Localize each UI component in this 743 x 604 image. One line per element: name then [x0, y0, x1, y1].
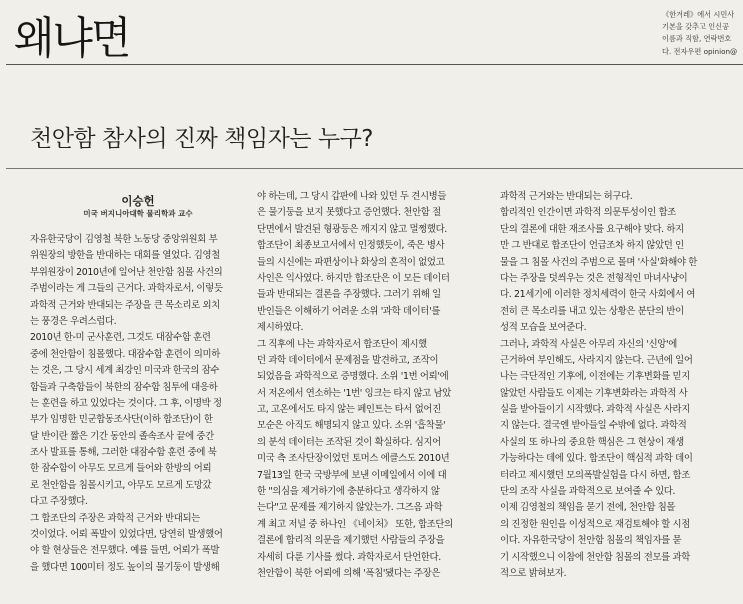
- article-text-line: 서 저온에서 연소하는 '1번' 잉크는 타지 않고 남았: [257, 387, 451, 399]
- article-text-line: 조사 발표를 통해, 그러한 대잠수함 훈련 중에 북: [30, 447, 217, 459]
- article-headline: 천안함 참사의 진짜 책임자는 누구?: [30, 126, 374, 152]
- article-text-line: 과학적 근거와 반대되는 주장을 큰 목소리로 외치: [30, 299, 220, 311]
- article-text-line: 되었음을 과학적으로 증명했다. 소위 '1번 어뢰'에: [257, 371, 449, 383]
- article-text-line: 자유한국당이 김영철 북한 노동당 중앙위원회 부: [30, 234, 218, 245]
- article-text-line: 다는 주장을 덧씌우는 것은 전형적인 마녀사냥이: [500, 272, 688, 284]
- article-text-line: 단면에서 발견된 형광등은 깨지지 않고 멀쩡했다.: [257, 223, 447, 235]
- article-text-line: 사실의 또 하나의 중요한 핵심은 그 현상이 재생: [500, 436, 684, 448]
- article-text-line: 성적 모습을 보여준다.: [500, 322, 587, 334]
- article-column-2: [257, 189, 487, 582]
- article-text-line: 않았던 사람들도 이제는 기후변화라는 과학적 사: [500, 387, 688, 399]
- article-text-line: 들과 반대되는 결론을 주장했다. 그러기 위해 일: [257, 289, 441, 301]
- article-text-line: 것이었다. 어뢰 폭발이 있었다면, 당연히 발생했어: [30, 529, 223, 541]
- article-text-line: 는 훈련을 하고 있었다는 것이다. 그 후, 이명박 정: [30, 397, 222, 409]
- article-text-line: 그러나, 과학적 사실은 아무리 자신의 '신앙'에: [500, 338, 677, 350]
- article-text-line: 는 것은, 그 당시 세계 최강인 미국과 한국의 잠수: [30, 365, 220, 377]
- article-column-1: [30, 232, 246, 576]
- article-text-line: 가능하다는 데에 있다. 합조단이 핵심적 과학 데이: [500, 453, 693, 465]
- article-text-line: 과학적 근거와는 반대되는 허구다.: [500, 191, 633, 202]
- author-affiliation: 미국 버지니아대학 물리학과 교수: [83, 209, 193, 218]
- article-text-line: 물을 그 침몰 사건의 주범으로 몰며 '사실'화해야 한: [500, 256, 697, 268]
- author-name: 이승헌: [121, 194, 155, 208]
- article-text-line: 한 잠수함이 아무도 모르게 들어와 한방의 어뢰: [30, 463, 212, 475]
- article-text-line: 은 물기둥을 보지 못했다고 증언했다. 천안함 절: [257, 207, 441, 219]
- article-text-line: 중에 천안함이 침몰했다. 대잠수함 훈련이 의미하: [30, 348, 220, 360]
- masthead-title: 왜냐면: [14, 13, 130, 64]
- notice-line: 이름과 직함, 연락번호: [662, 34, 732, 44]
- article-text-line: 미국 측 조사단장이었던 토머스 에클스도 2010년: [257, 453, 450, 465]
- article-text-line: 자세히 다룬 기사를 썼다. 과학자로서 단언한다.: [257, 551, 441, 563]
- article-text-line: 천안함이 북한 어뢰에 의해 '폭침'됐다는 주장은: [257, 567, 441, 579]
- article-text-line: 계 최고 저널 중 하나인 《네이처》 또한, 합조단의: [257, 518, 453, 530]
- article-text-line: 는다"고 문제를 제기하지 않았는가. 그즈음 과학: [257, 502, 443, 514]
- article-text-line: 터라고 제시했던 모의폭발실험을 다시 하면, 합조: [500, 469, 690, 481]
- article-text-line: 단의 조작 사실을 과학적으로 보여줄 수 있다.: [500, 486, 676, 498]
- article-text-line: 달 반이란 짧은 기간 동안의 졸속조사 끝에 중간: [30, 430, 214, 442]
- article-text-line: 사인은 익사였다. 하지만 합조단은 이 모든 데이터: [257, 272, 450, 284]
- byline: [30, 194, 246, 219]
- article-text-line: 다. 21세기에 이러한 정치세력이 한국 사회에서 여: [500, 289, 696, 301]
- article-column-3: [500, 189, 730, 582]
- notice-line: 다. 전자우편 opinion@: [662, 46, 738, 56]
- article-text-line: 던 과학 데이터에서 문제점을 발견하고, 조작이: [257, 354, 439, 366]
- article-text-line: 이제 김영철의 책임을 묻기 전에, 천안함 침몰: [500, 502, 676, 514]
- article-text-line: 기 시작했으니 이참에 천안함 침몰의 전모를 과학: [500, 551, 690, 563]
- article-text-line: 단의 결론에 대한 재조사를 요구해야 맞다. 하지: [500, 223, 684, 235]
- article-text-line: 지 않는다. 결국엔 받아들일 수밖에 없다. 과학적: [500, 420, 687, 432]
- article-text-line: 의 분석 데이터는 조작된 것이 확실하다. 심지어: [257, 436, 441, 448]
- article-text-line: 들의 시신에는 파편상이나 화상의 흔적이 없었고: [257, 256, 445, 268]
- article-text-line: 고, 고온에서도 타지 않는 페인트는 타서 없어진: [257, 404, 441, 416]
- article-text-line: 위원장의 방한을 반대하는 대회를 열었다. 김영철: [30, 250, 220, 262]
- article-text-line: 을 했다면 100미터 정도 높이의 물기둥이 발생해: [30, 561, 220, 573]
- article-text-line: 의 진정한 원인을 이성적으로 재검토해야 할 시점: [500, 518, 690, 530]
- article-text-line: 함들과 구축함들이 북한의 잠수함 침투에 대응하: [30, 381, 218, 393]
- article-text-line: 근거하여 부인해도, 사라지지 않는다. 근년에 일어: [500, 354, 693, 366]
- article-text-line: 나는 극단적인 기후에, 이전에는 기후변화를 믿지: [500, 371, 690, 383]
- article-text-line: 2010년 한-미 군사훈련, 그것도 대잠수함 훈련: [30, 332, 211, 344]
- article-text-line: 이다. 자유한국당이 천안함 침몰의 책임자를 묻: [500, 535, 682, 547]
- article-text-line: 부가 임명한 민군합동조사단(이하 합조단)이 한: [30, 414, 213, 426]
- article-text-line: 반인들은 이해하기 어려운 소위 '과학 데이터'를: [257, 305, 441, 317]
- article-text-line: 야 할 현상들은 전무했다. 예를 들면, 어뢰가 폭발: [30, 545, 220, 557]
- article-text-line: 전히 큰 목소리를 내고 있는 상황은 분단의 반이: [500, 305, 684, 317]
- article-text-line: 부위원장이 2010년에 일어난 천안함 침몰 사건의: [30, 266, 223, 278]
- article-text-line: 주범이라는 게 그들의 근거다. 과학자로서, 이렇듯: [30, 283, 223, 295]
- article-text-line: 는 풍경은 우려스럽다.: [30, 315, 117, 327]
- article-text-line: 제시하였다.: [257, 322, 304, 334]
- article-text-line: 야 하는데, 그 당시 갑판에 나와 있던 두 견시병들: [257, 191, 447, 202]
- article-text-line: 그 직후에 나는 과학자로서 합조단이 제시했: [257, 338, 427, 350]
- article-text-line: 한 "의심을 제거하기에 충분하다고 생각하지 않: [257, 486, 440, 498]
- article-text-line: 다고 주장했다.: [30, 496, 88, 508]
- headline-divider: [6, 168, 743, 169]
- notice-line: 《한겨레》에서 시민사: [662, 10, 735, 19]
- article-text-line: 합리적인 인간이면 과학적 의문투성이인 합조: [500, 207, 676, 219]
- article-text-line: 적으로 밝혀보자.: [500, 567, 567, 579]
- article-text-line: 그 합조단의 주장은 과학적 근거와 반대되는: [30, 512, 200, 524]
- article-text-line: 실을 받아들이기 시작했다. 과학적 사실은 사라지: [500, 404, 690, 416]
- masthead-divider: [6, 64, 743, 65]
- article-text-line: 결론에 합리적 의문을 제기했던 사람들의 주장을: [257, 535, 445, 547]
- article-text-line: 만 그 반대로 합조단이 언급조차 하지 않았던 인: [500, 240, 684, 252]
- article-text-line: 모순은 아직도 해명되지 않고 있다. 소위 '흡착물': [257, 420, 446, 432]
- article-text-line: 7월13일 한국 국방부에 보낸 이메일에서 이에 대: [257, 469, 447, 481]
- article-text-line: 로 천안함을 침몰시키고, 아무도 모르게 도망갔: [30, 479, 212, 491]
- article-text-line: 합조단이 최종보고서에서 인정했듯이, 죽은 병사: [257, 240, 445, 252]
- contribution-notice: [662, 9, 743, 58]
- notice-line: 기본을 갖추고 인신공: [662, 22, 730, 32]
